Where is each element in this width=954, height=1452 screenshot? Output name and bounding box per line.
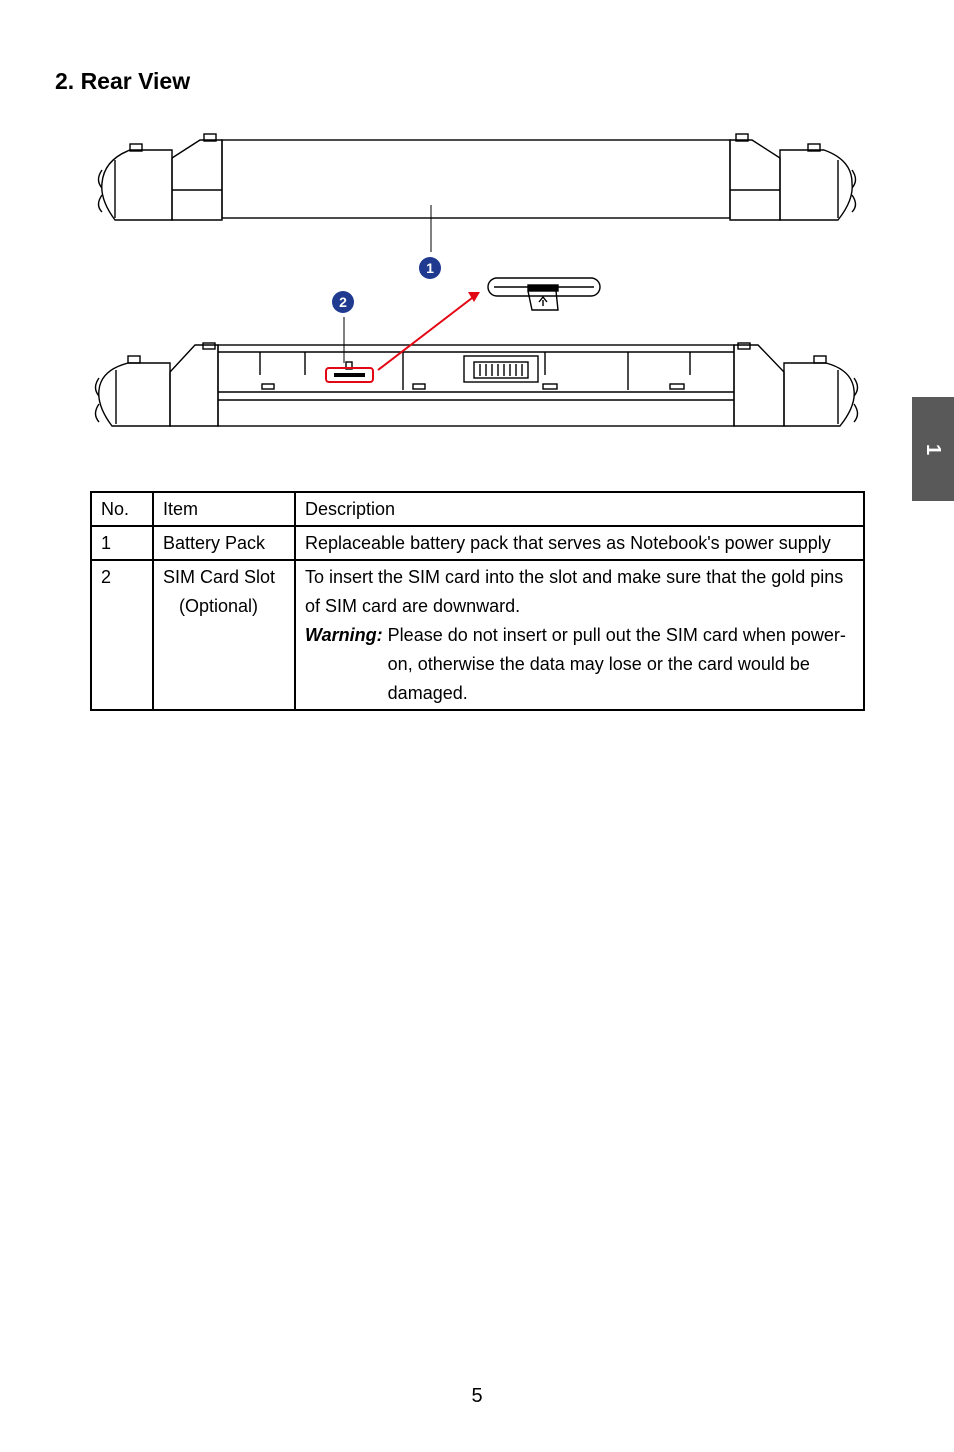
table-row	[91, 526, 864, 560]
row-item: SIM Card Slot	[163, 567, 276, 587]
top-rear-illustration	[99, 134, 856, 220]
section-title: 2. Rear View	[55, 68, 191, 94]
sim-slot-arrow	[378, 298, 472, 370]
rear-view-figure	[0, 120, 954, 450]
sim-card-detail	[488, 278, 600, 310]
row-no: 2	[91, 560, 153, 710]
callout-2-badge	[332, 291, 354, 313]
callout-2-number: 2	[339, 294, 347, 310]
spec-table	[90, 491, 865, 711]
header-description: Description	[295, 492, 864, 526]
callout-1-number: 1	[426, 260, 434, 276]
bottom-rear-illustration	[96, 343, 858, 426]
row-item-cell	[153, 560, 295, 710]
table-row	[91, 560, 864, 710]
row-description: To insert the SIM card into the slot and make sure that the gold pins of SIM card are downward.	[305, 567, 844, 616]
warning-note	[305, 621, 854, 708]
row-item: Battery Pack	[153, 526, 295, 560]
callout-1-badge	[419, 257, 441, 279]
warning-text: Please do not insert or pull out the SIM card when power-on, otherwise the data may lose or the card would be damaged.	[387, 625, 846, 703]
row-description-cell	[295, 560, 864, 710]
header-item: Item	[153, 492, 295, 526]
warning-label: Warning:	[305, 625, 383, 645]
sim-slot-opening	[334, 373, 365, 377]
page-number: 5	[471, 1385, 483, 1407]
table-header-row	[91, 492, 864, 526]
header-no: No.	[91, 492, 153, 526]
chapter-tab	[912, 397, 954, 501]
row-item-sub: (Optional)	[179, 596, 259, 616]
row-description: Replaceable battery pack that serves as Notebook's power supply	[295, 526, 864, 560]
row-no: 1	[91, 526, 153, 560]
chapter-tab-label: 1	[922, 443, 945, 455]
